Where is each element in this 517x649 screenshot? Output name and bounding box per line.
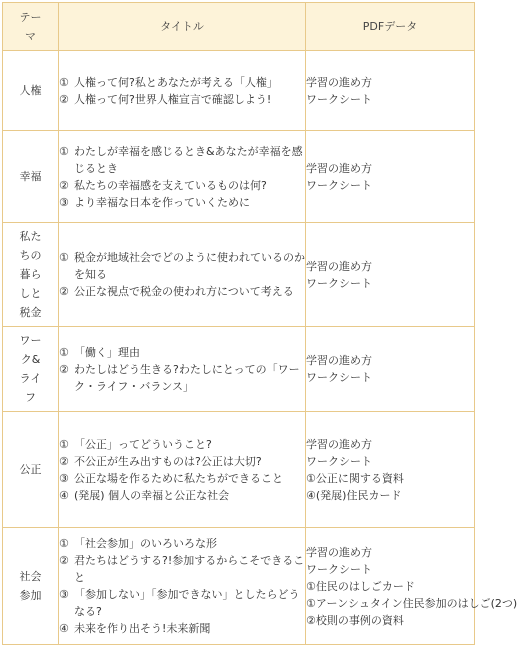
theme-label: 社会参加 [19,570,42,602]
title-text: 公正な場を作るために私たちができること [74,471,283,485]
theme-cell [3,131,59,223]
title-number: ④ [59,622,69,635]
title-number: ① [59,437,69,451]
header-pdf: PDFデータ [306,3,475,51]
title-item [59,436,305,453]
title-text: 人権って何?世界人権宣言で確認しよう! [74,92,272,106]
pdf-link[interactable]: 学習の進め方 [306,161,372,175]
title-number: ④ [59,488,69,502]
title-item [59,487,305,504]
table-body [3,51,517,645]
title-text: 未来を作り出そう!未来新聞 [74,622,211,635]
title-number: ① [59,75,69,89]
pdf-link[interactable]: ワークシート [306,454,372,468]
title-number: ③ [59,588,69,601]
title-text: わたしが幸福を感じるとき&あなたが幸福を感じるとき [74,144,303,175]
titles-cell [59,327,306,412]
theme-cell [3,51,59,131]
table-header-row [3,3,475,51]
title-item [59,453,305,470]
title-text: 人権って何?私とあなたが考える「人権」 [74,75,278,89]
pdf-cell [306,131,475,223]
table-row [3,223,475,327]
title-item [59,177,305,194]
pdf-link[interactable]: ワークシート [306,276,372,290]
title-number: ③ [59,195,69,209]
title-text: わたしはどう生きる?わたしにとっての「ワーク・ライフ・バランス」 [74,362,300,393]
title-number: ② [59,178,69,192]
title-text: 君たちはどうする?!参加するからこそできること [74,554,305,584]
pdf-cell [306,327,475,412]
pdf-link[interactable]: 学習の進め方 [306,354,372,367]
pdf-link[interactable]: 学習の進め方 [306,259,372,273]
pdf-link[interactable]: ①住民のはしごカード [306,579,415,593]
titles-cell [59,412,306,528]
pdf-link[interactable]: ワークシート [306,92,372,106]
titles-cell [59,131,306,223]
title-item [59,586,305,620]
pdf-link[interactable]: ワークシート [306,178,372,192]
pdf-materials-table [2,2,517,645]
title-text: 「働く」理由 [74,345,140,359]
pdf-link[interactable]: ワークシート [306,371,372,384]
title-text: より幸福な日本を作っていくために [74,195,250,209]
table-row [3,327,475,412]
title-number: ① [59,537,69,550]
title-item [59,74,305,91]
theme-label: 幸福 [19,170,42,183]
theme-label: 私たちの暮らしと税金 [19,230,42,319]
title-item [59,194,305,211]
pdf-link[interactable]: ④(発展)住民カード [306,488,402,502]
pdf-link[interactable]: 学習の進め方 [306,75,372,89]
table-row [3,412,475,528]
table-row [3,51,475,131]
title-text: 私たちの幸福感を支えているものは何? [74,178,267,192]
title-number: ② [59,285,69,298]
header-theme: テーマ [3,3,59,51]
title-number: ② [59,92,69,106]
title-number: ② [59,454,69,468]
theme-cell [3,327,59,412]
pdf-link[interactable]: ②校則の事例の資料 [306,613,404,627]
titles-cell [59,51,306,131]
title-item [59,620,305,637]
table-row [3,528,475,645]
title-item [59,283,305,300]
title-item [59,552,305,586]
table-row [3,131,475,223]
theme-label: 人権 [19,84,42,97]
title-item [59,91,305,108]
title-text: (発展) 個人の幸福と公正な社会 [74,488,230,502]
title-text: 「参加しない」「参加できない」としたらどうなる? [74,588,300,618]
title-text: 公正な視点で税金の使われ方について考える [74,285,294,298]
title-number: ② [59,554,69,567]
pdf-link[interactable]: 学習の進め方 [306,437,372,451]
title-item [59,535,305,552]
header-title: タイトル [59,3,306,51]
title-number: ① [59,144,69,158]
title-item [59,470,305,487]
title-item [59,143,305,177]
title-number: ① [59,345,69,359]
title-item [59,361,305,395]
pdf-cell [306,528,517,645]
pdf-cell [306,223,475,327]
pdf-link[interactable]: 学習の進め方 [306,545,372,559]
title-text: 不公正が生み出すものは?公正は大切? [74,454,262,468]
title-number: ② [59,362,69,376]
titles-cell [59,528,306,645]
theme-label: ワーク&ライフ [19,334,42,404]
theme-cell [3,223,59,327]
title-item [59,249,305,283]
pdf-link[interactable]: ワークシート [306,562,372,576]
pdf-link[interactable]: ①アーンシュタイン住民参加のはしご(2つ) [306,596,517,610]
titles-cell [59,223,306,327]
title-text: 税金が地域社会でどのように使われているのかを知る [74,251,305,281]
theme-cell [3,412,59,528]
title-item [59,344,305,361]
title-number: ① [59,251,69,264]
title-text: 「社会参加」のいろいろな形 [74,537,217,550]
theme-label: 公正 [19,463,42,476]
title-number: ③ [59,471,69,485]
pdf-cell [306,412,475,528]
title-text: 「公正」ってどういうこと? [74,437,212,451]
pdf-link[interactable]: ①公正に関する資料 [306,471,404,485]
theme-cell [3,528,59,645]
pdf-cell [306,51,475,131]
